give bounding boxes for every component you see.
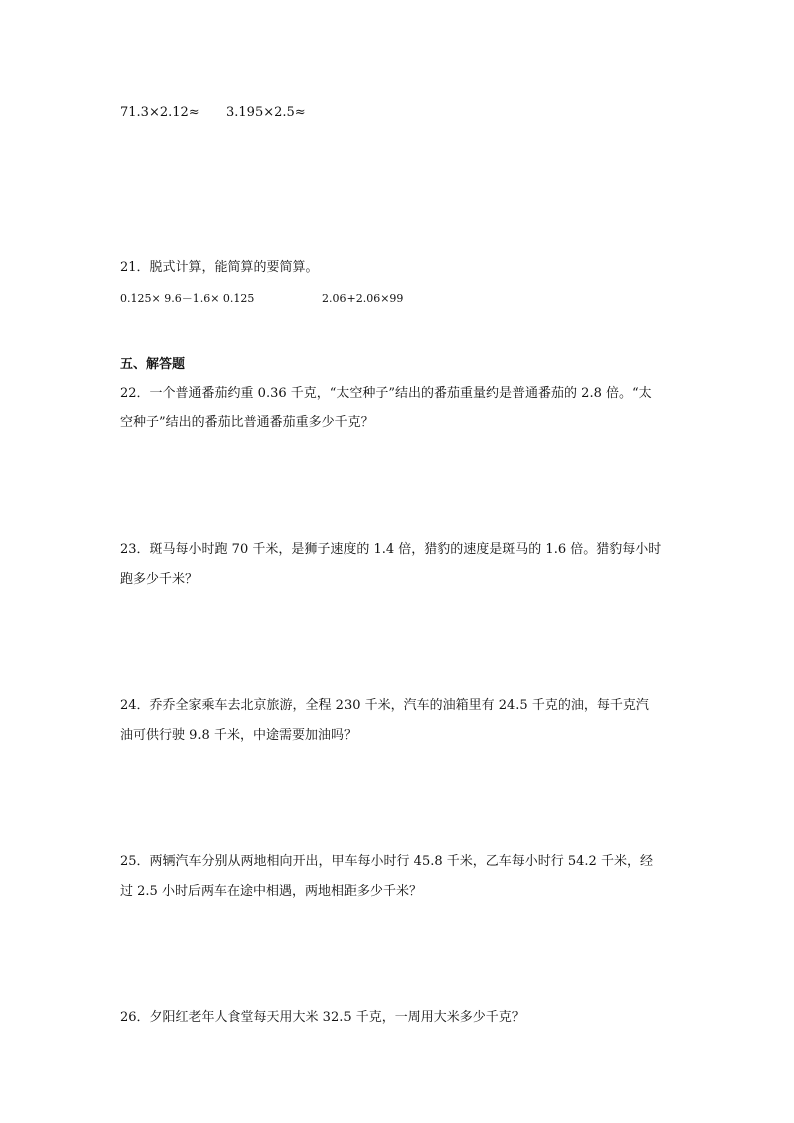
question-21-expression-2: 2.06+2.06×99 [322,292,404,305]
question-23-line-2: 跑多少千米？ [120,572,199,587]
estimation-expression-2: 3.195×2.5≈ [226,105,306,120]
question-22-line-1: 22．一个普通番茄约重 0.36 千克，“太空种子”结出的番茄重量约是普通番茄的 2.8 倍。“太 [120,386,652,401]
question-23-line-1: 23．斑马每小时跑 70 千米，是狮子速度的 1.4 倍，猎豹的速度是斑马的 1.6 倍。猎豹每小时 [120,542,662,557]
question-22-line-2: 空种子”结出的番茄比普通番茄重多少千克？ [120,415,374,430]
question-25-line-2: 过 2.5 小时后两车在途中相遇，两地相距多少千米？ [120,884,422,899]
section-5-heading: 五、解答题 [120,357,186,372]
question-21-expression-1: 0.125× 9.6－1.6× 0.125 [120,292,255,305]
question-25-line-1: 25．两辆汽车分别从两地相向开出，甲车每小时行 45.8 千米，乙车每小时行 54.2 千米，经 [120,854,653,869]
question-24-line-1: 24．乔乔全家乘车去北京旅游，全程 230 千米，汽车的油箱里有 24.5 千克的油，每千克汽 [120,698,649,713]
question-21-prompt: 21．脱式计算，能简算的要简算。 [120,260,319,275]
estimation-expression-1: 71.3×2.12≈ [120,105,200,120]
question-24-line-2: 油可供行驶 9.8 千米，中途需要加油吗？ [120,728,357,743]
question-26-line-1: 26．夕阳红老年人食堂每天用大米 32.5 千克，一周用大米多少千克？ [120,1010,525,1025]
